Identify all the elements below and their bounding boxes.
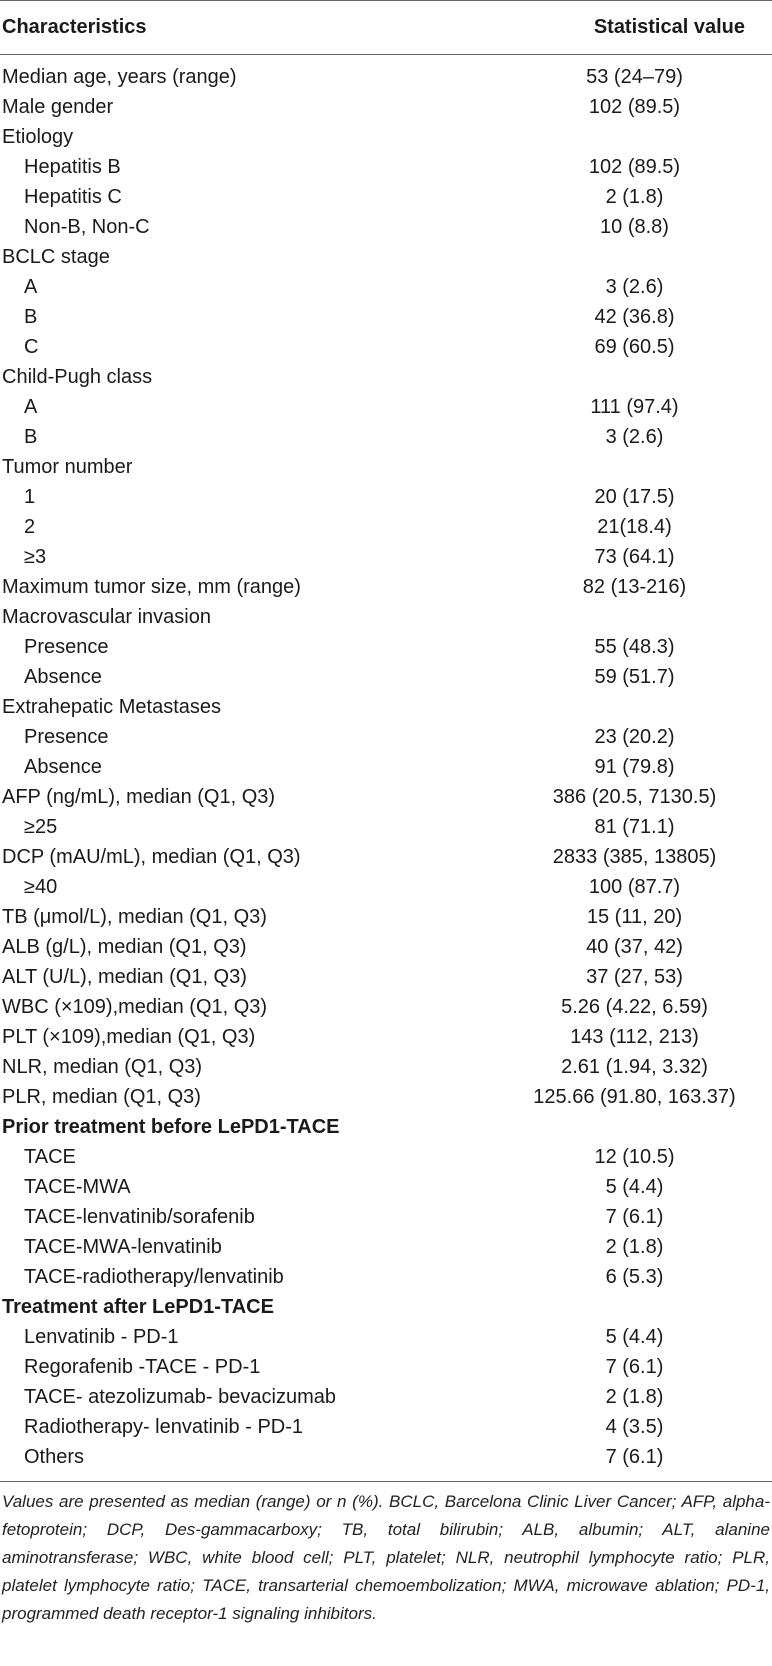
row-label: TACE-MWA-lenvatinib xyxy=(24,1236,222,1258)
row-value xyxy=(497,122,772,152)
table-row xyxy=(0,1142,772,1172)
table-row xyxy=(0,362,772,392)
row-value: 2 (1.8) xyxy=(605,186,664,208)
row-label: TACE-radiotherapy/lenvatinib xyxy=(24,1266,284,1288)
row-value: 53 (24–79) xyxy=(586,66,683,88)
row-value: 12 (10.5) xyxy=(594,1146,675,1168)
table-row xyxy=(0,662,772,692)
row-value: 10 (8.8) xyxy=(600,216,669,238)
table-row xyxy=(0,1022,772,1052)
table-row xyxy=(0,1292,772,1322)
row-value: 5 (4.4) xyxy=(605,1176,664,1198)
row-label: TB (μmol/L), median (Q1, Q3) xyxy=(2,906,267,928)
table-row xyxy=(0,1442,772,1472)
row-label: PLT (×109),median (Q1, Q3) xyxy=(2,1026,256,1048)
header-characteristics: Characteristics xyxy=(0,1,497,55)
row-value: 2 (1.8) xyxy=(605,1386,664,1408)
row-value: 23 (20.2) xyxy=(594,726,675,748)
row-label: TACE-lenvatinib/sorafenib xyxy=(24,1206,255,1228)
row-label: Median age, years (range) xyxy=(2,66,237,88)
table-row xyxy=(0,152,772,182)
table-row xyxy=(0,212,772,242)
row-label: B xyxy=(24,426,38,448)
row-label: Male gender xyxy=(2,96,114,118)
table-row xyxy=(0,482,772,512)
row-value: 2.61 (1.94, 3.32) xyxy=(561,1056,708,1078)
row-value: 21(18.4) xyxy=(597,516,672,538)
row-label: C xyxy=(24,336,39,358)
row-value: 37 (27, 53) xyxy=(586,966,683,988)
table-footnote: Values are presented as median (range) or n (%). BCLC, Barcelona Clinic Liver Cancer; AFP, alpha-fetoprotein; DCP, Des-gammacarboxy; TB, total bilirubin; ALB, albumin; ALT, alanine aminotransferase; WBC, white blood cell; PLT, platelet; NLR, neutrophil lymphocyte ratio; PLR, platelet lymphocyte ratio; TACE, transarterial chemoembolization; MWA, microwave ablation; PD-1, programmed death receptor-1 signaling inhibitors. xyxy=(0,1481,772,1628)
row-value xyxy=(497,602,772,632)
table-row xyxy=(0,302,772,332)
row-label: WBC (×109),median (Q1, Q3) xyxy=(2,996,268,1018)
row-label: Maximum tumor size, mm (range) xyxy=(2,576,301,598)
table-body xyxy=(0,55,772,1473)
row-label: Tumor number xyxy=(2,456,133,478)
row-label: B xyxy=(24,306,38,328)
table-row xyxy=(0,55,772,93)
row-value: 111 (97.4) xyxy=(590,396,679,418)
row-label: NLR, median (Q1, Q3) xyxy=(2,1056,203,1078)
row-label: TACE- atezolizumab- bevacizumab xyxy=(24,1386,336,1408)
row-label: BCLC stage xyxy=(2,246,110,268)
table-row xyxy=(0,512,772,542)
table-header-row xyxy=(0,1,772,55)
row-label: Regorafenib -TACE - PD-1 xyxy=(24,1356,261,1378)
table-row xyxy=(0,1352,772,1382)
row-value: 15 (11, 20) xyxy=(586,906,683,928)
row-label: Radiotherapy- lenvatinib - PD-1 xyxy=(24,1416,304,1438)
table-row xyxy=(0,422,772,452)
row-label: 1 xyxy=(24,486,36,508)
table-row xyxy=(0,92,772,122)
row-label: Hepatitis C xyxy=(24,186,122,208)
table-row xyxy=(0,722,772,752)
row-label: A xyxy=(24,396,38,418)
table-row xyxy=(0,962,772,992)
row-value: 82 (13-216) xyxy=(582,576,687,598)
header-statistical-value: Statistical value xyxy=(497,1,772,55)
row-value xyxy=(497,1112,772,1142)
row-value: 7 (6.1) xyxy=(605,1356,664,1378)
table-row xyxy=(0,1112,772,1142)
row-value: 55 (48.3) xyxy=(594,636,675,658)
table-row xyxy=(0,1262,772,1292)
table-row xyxy=(0,1232,772,1262)
row-label: Child-Pugh class xyxy=(2,366,153,388)
row-value: 40 (37, 42) xyxy=(586,936,683,958)
row-value: 3 (2.6) xyxy=(605,276,664,298)
row-value xyxy=(497,452,772,482)
table-row xyxy=(0,122,772,152)
row-value: 5 (4.4) xyxy=(605,1326,664,1348)
row-label: AFP (ng/mL), median (Q1, Q3) xyxy=(2,786,276,808)
table-row xyxy=(0,872,772,902)
row-label: A xyxy=(24,276,38,298)
row-value: 59 (51.7) xyxy=(594,666,675,688)
row-label: Absence xyxy=(24,756,102,778)
table-row xyxy=(0,242,772,272)
table-row xyxy=(0,272,772,302)
row-value xyxy=(497,1292,772,1322)
row-value: 69 (60.5) xyxy=(594,336,675,358)
row-value: 102 (89.5) xyxy=(588,156,681,178)
row-value: 102 (89.5) xyxy=(588,96,681,118)
table-row xyxy=(0,782,772,812)
row-label: DCP (mAU/mL), median (Q1, Q3) xyxy=(2,846,301,868)
row-value: 100 (87.7) xyxy=(588,876,681,898)
row-label: Treatment after LePD1-TACE xyxy=(2,1296,274,1318)
row-value: 91 (79.8) xyxy=(594,756,675,778)
table-row xyxy=(0,812,772,842)
table-row xyxy=(0,692,772,722)
row-label: Absence xyxy=(24,666,102,688)
row-label: Extrahepatic Metastases xyxy=(2,696,221,718)
row-label: PLR, median (Q1, Q3) xyxy=(2,1086,201,1108)
table-row xyxy=(0,632,772,662)
row-label: Prior treatment before LePD1-TACE xyxy=(2,1116,340,1138)
row-value: 2 (1.8) xyxy=(605,1236,664,1258)
row-label: Others xyxy=(24,1446,85,1468)
table-row xyxy=(0,1412,772,1442)
row-label: Hepatitis B xyxy=(24,156,121,178)
row-value xyxy=(497,362,772,392)
table-row xyxy=(0,752,772,782)
row-label: Presence xyxy=(24,726,109,748)
row-label: ALB (g/L), median (Q1, Q3) xyxy=(2,936,247,958)
row-value xyxy=(497,692,772,722)
table-row xyxy=(0,1082,772,1112)
row-value: 42 (36.8) xyxy=(594,306,675,328)
row-value: 20 (17.5) xyxy=(594,486,675,508)
row-value: 73 (64.1) xyxy=(594,546,675,568)
table-row xyxy=(0,1052,772,1082)
row-value: 143 (112, 213) xyxy=(570,1026,699,1048)
table-row xyxy=(0,572,772,602)
row-label: ≥40 xyxy=(24,876,58,898)
row-value: 125.66 (91.80, 163.37) xyxy=(533,1086,736,1108)
table-row xyxy=(0,842,772,872)
row-value: 2833 (385, 13805) xyxy=(552,846,717,868)
row-value: 7 (6.1) xyxy=(605,1206,664,1228)
row-value: 4 (3.5) xyxy=(605,1416,664,1438)
row-label: TACE xyxy=(24,1146,76,1168)
table-row xyxy=(0,992,772,1022)
table-row xyxy=(0,1322,772,1352)
table-row xyxy=(0,452,772,482)
row-label: Lenvatinib - PD-1 xyxy=(24,1326,179,1348)
row-value: 386 (20.5, 7130.5) xyxy=(552,786,717,808)
row-label: 2 xyxy=(24,516,36,538)
table-row xyxy=(0,182,772,212)
row-label: Etiology xyxy=(2,126,74,148)
table-row xyxy=(0,1172,772,1202)
table-row xyxy=(0,902,772,932)
row-value xyxy=(497,242,772,272)
row-value: 81 (71.1) xyxy=(594,816,675,838)
table-row xyxy=(0,1202,772,1232)
row-label: Presence xyxy=(24,636,109,658)
row-label: ≥3 xyxy=(24,546,47,568)
row-label: ≥25 xyxy=(24,816,58,838)
table-row xyxy=(0,602,772,632)
table-row xyxy=(0,332,772,362)
row-label: TACE-MWA xyxy=(24,1176,131,1198)
row-value: 3 (2.6) xyxy=(605,426,664,448)
table-row xyxy=(0,1382,772,1412)
table-row xyxy=(0,542,772,572)
table-row xyxy=(0,932,772,962)
row-label: ALT (U/L), median (Q1, Q3) xyxy=(2,966,247,988)
row-value: 6 (5.3) xyxy=(605,1266,664,1288)
table-row xyxy=(0,392,772,422)
row-value: 7 (6.1) xyxy=(605,1446,664,1468)
row-value: 5.26 (4.22, 6.59) xyxy=(561,996,708,1018)
row-label: Non-B, Non-C xyxy=(24,216,150,238)
row-label: Macrovascular invasion xyxy=(2,606,211,628)
